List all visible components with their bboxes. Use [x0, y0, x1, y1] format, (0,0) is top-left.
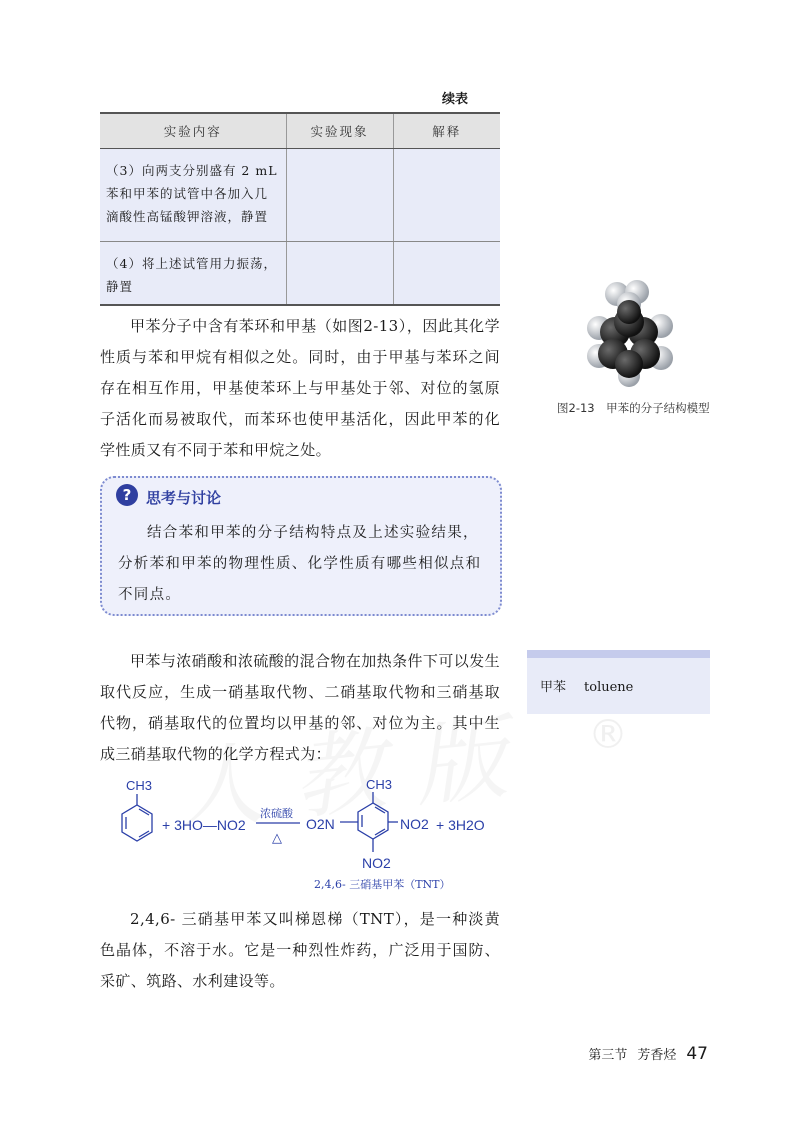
- table-header-row: [100, 113, 500, 149]
- table-cell-phenomenon: [286, 149, 393, 242]
- table-header: 解释: [393, 113, 500, 149]
- footer-chapter: 芳香烃: [637, 1048, 677, 1063]
- think-discuss-title: 思考与讨论: [146, 489, 222, 507]
- table-header: 实验内容: [100, 113, 286, 149]
- no2-bottom-label: NO2: [362, 855, 391, 871]
- experiment-table: [100, 112, 500, 306]
- paragraph-toluene-structure: 甲苯分子中含有苯环和甲基（如图2-13），因此其化学性质与苯和甲烷有相似之处。同时，由于甲基与苯环之间存在相互作用，甲基使苯环上与甲基处于邻、对位的氢原子活化而易被取代，而苯环也使甲基活化，因此甲苯的化学性质又有不同于苯和甲烷之处。: [100, 317, 500, 459]
- table-row: [100, 242, 500, 306]
- reagent-label: + 3HO—NO2: [162, 817, 246, 833]
- tnt-name-label: 2,4,6- 三硝基甲苯（TNT）: [314, 878, 451, 891]
- no2-right-label: NO2: [400, 816, 429, 832]
- tnt-structure: [340, 792, 398, 852]
- ch3-left-label: CH3: [126, 778, 153, 793]
- page-footer: [588, 1044, 708, 1064]
- table-cell-content: （3）向两支分别盛有 2 mL 苯和甲苯的试管中各加入几滴酸性高锰酸钾溶液，静置: [100, 149, 286, 242]
- continued-table-label: 续表: [442, 92, 469, 107]
- glossary-term: 甲苯: [540, 680, 567, 695]
- paragraph-tnt: 2,4,6- 三硝基甲苯又叫梯恩梯（TNT），是一种淡黄色晶体，不溶于水。它是一种烈性炸药，广泛用于国防、采矿、筑路、水利建设等。: [100, 910, 500, 990]
- paragraph-nitration: 甲苯与浓硝酸和浓硫酸的混合物在加热条件下可以发生取代反应，生成一硝基取代物、二硝基取代物和三硝基取代物，硝基取代的位置均以甲基的邻、对位为主。其中生成三硝基取代物的化学方程式为：: [100, 652, 500, 763]
- no2-left-label: O2N: [306, 816, 335, 832]
- table-cell-explanation: [393, 149, 500, 242]
- toluene-structure: [122, 794, 152, 841]
- table-header: 实验现象: [286, 113, 393, 149]
- table-cell-explanation: [393, 242, 500, 306]
- glossary-english: toluene: [584, 680, 634, 695]
- condition-catalyst: 浓硫酸: [260, 807, 293, 820]
- registered-mark: ®: [588, 712, 628, 758]
- toluene-molecule-model: [585, 278, 675, 388]
- table-row: [100, 149, 500, 242]
- table-cell-content: （4）将上述试管用力振荡，静置: [100, 242, 286, 306]
- ch3-right-label: CH3: [366, 777, 393, 792]
- condition-heat: △: [272, 830, 282, 845]
- table-cell-phenomenon: [286, 242, 393, 306]
- figure-caption: 图2-13 甲苯的分子结构模型: [557, 401, 710, 415]
- question-icon: ?: [116, 484, 138, 506]
- glossary-entry: [540, 676, 651, 695]
- page-number: 47: [686, 1044, 708, 1064]
- footer-section: 第三节: [588, 1048, 628, 1063]
- nitration-equation: [100, 770, 500, 900]
- think-discuss-text: 结合苯和甲苯的分子结构特点及上述实验结果，分析苯和甲苯的物理性质、化学性质有哪些相似点和不同点。: [118, 525, 482, 603]
- product-water-label: + 3H2O: [436, 817, 485, 833]
